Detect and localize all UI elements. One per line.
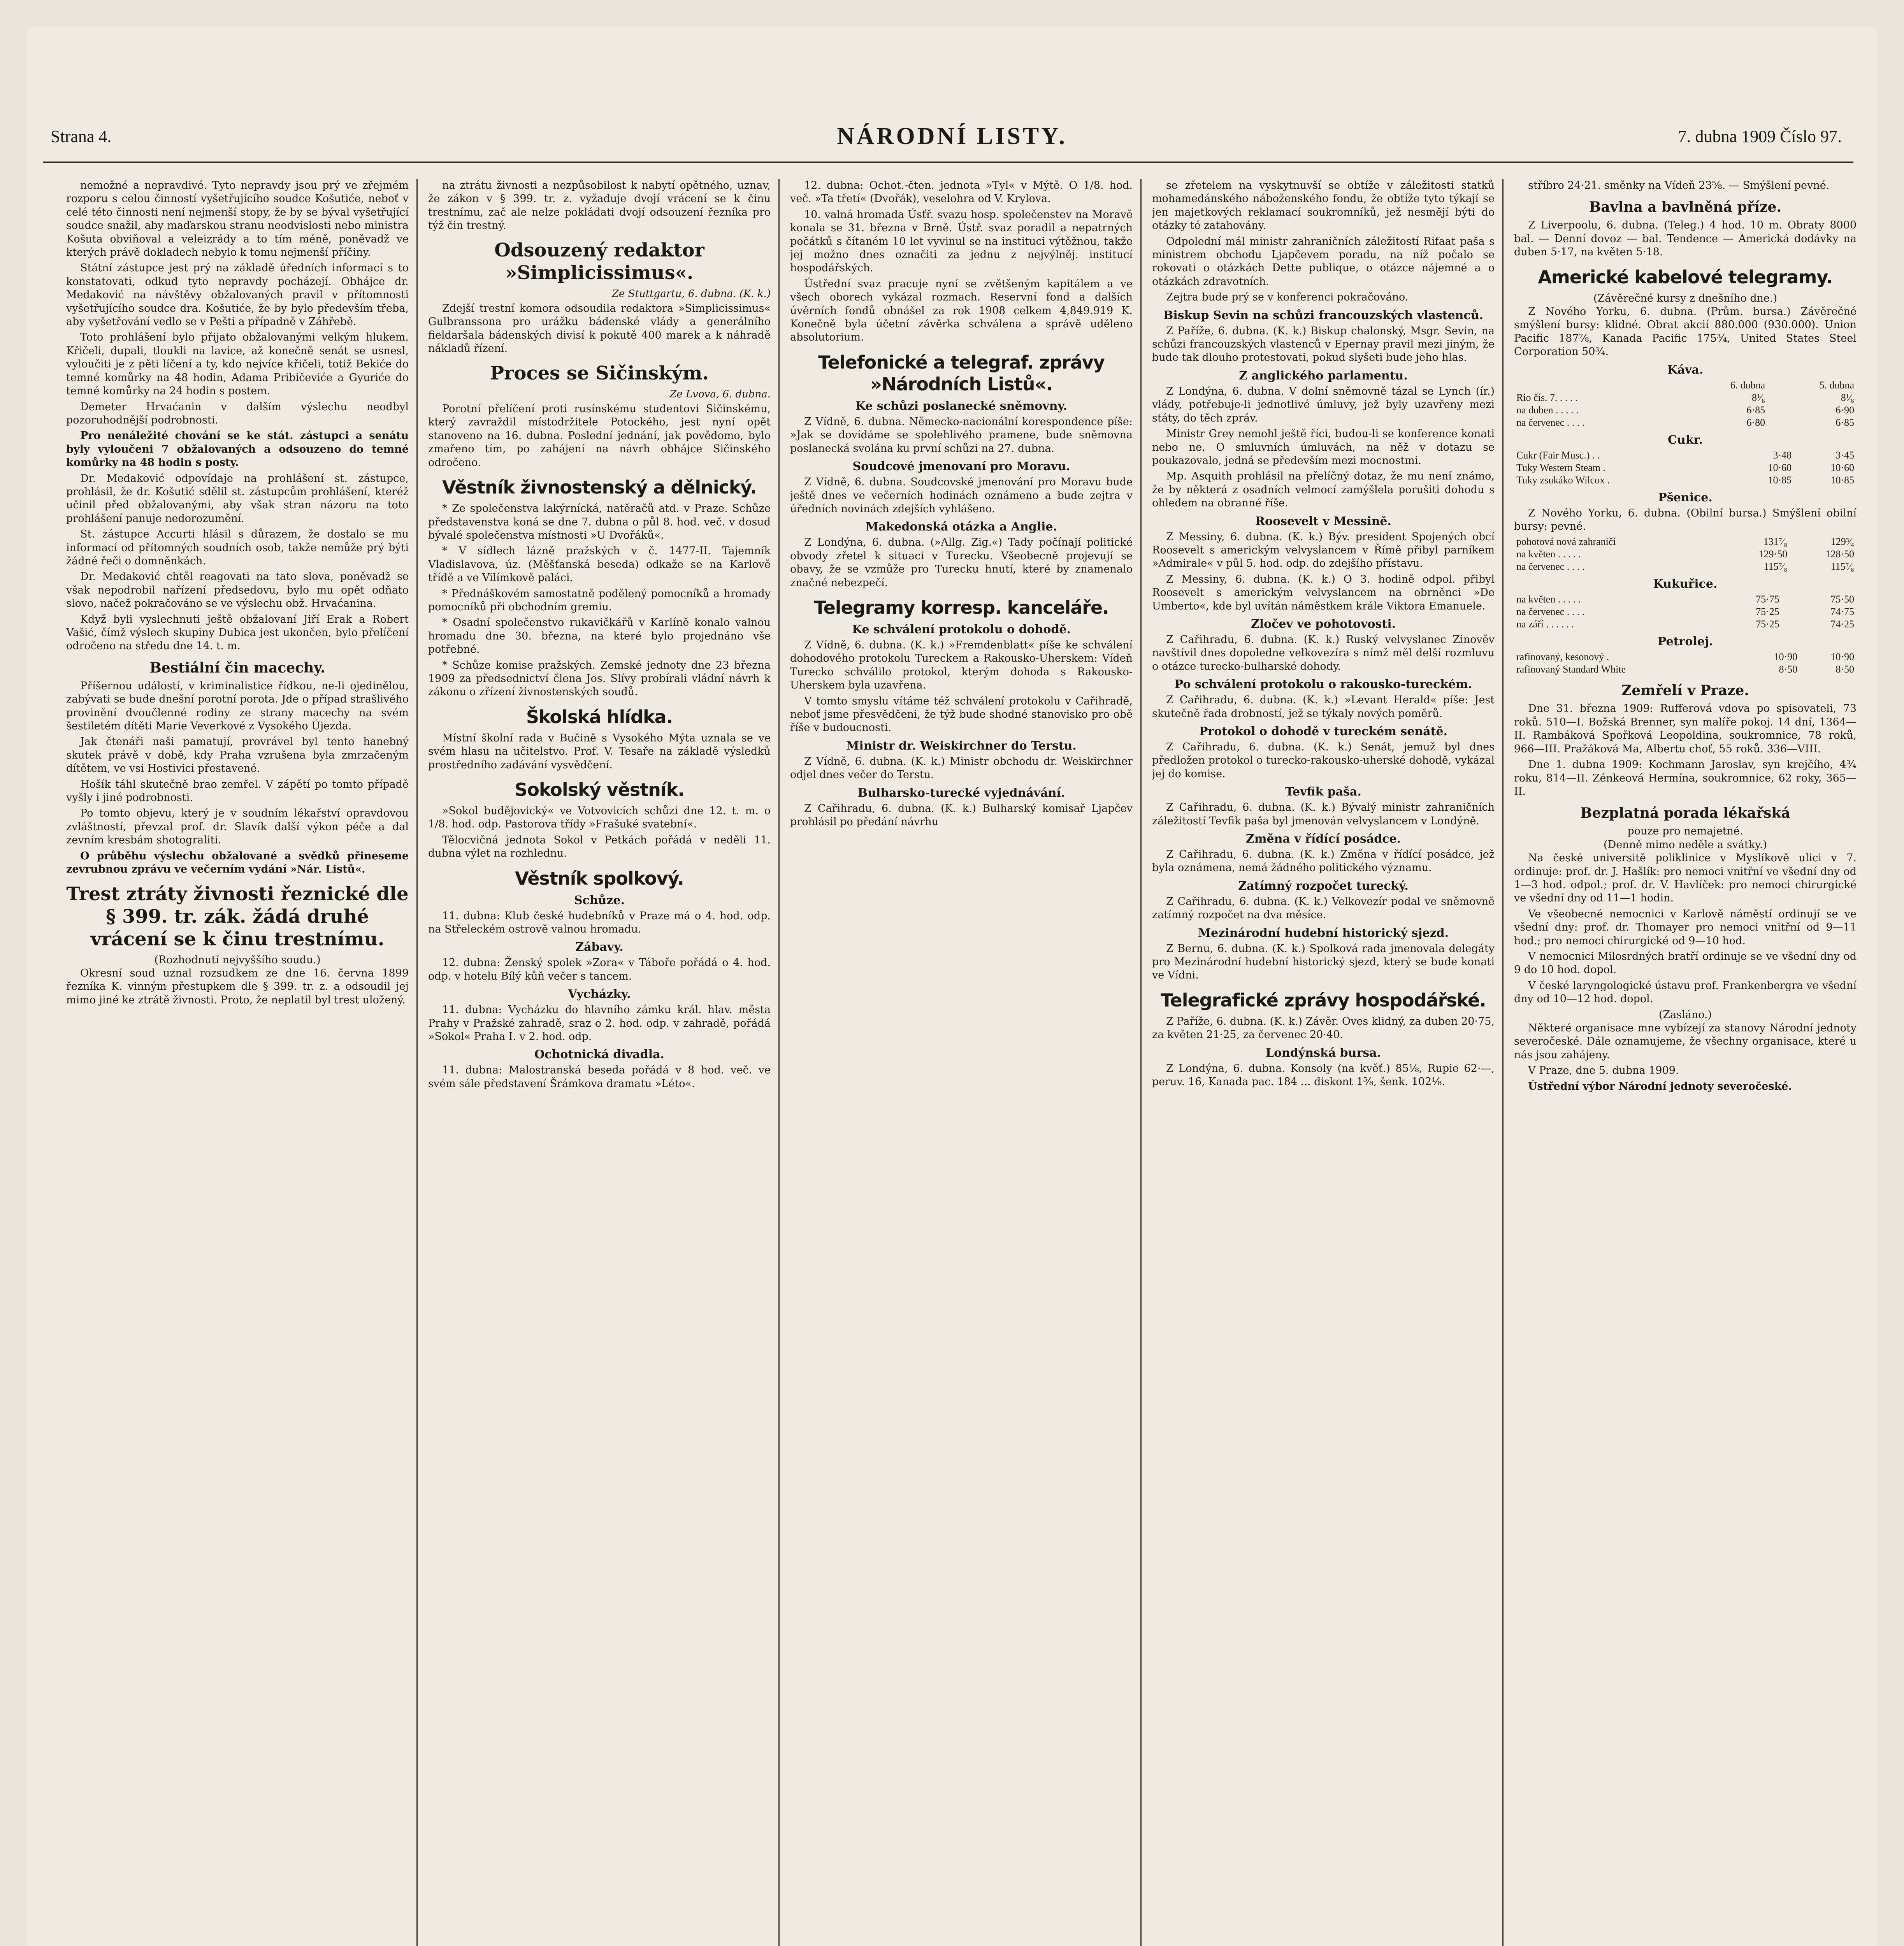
article-text: Z Cařihradu, 6. dubna. (K. k.) Velkovezír podal ve sněmovně zatímný rozpočet na dva měsíce. [1152,895,1495,921]
petroleum-table [1514,651,1857,676]
table-cell: 6·80 [1746,416,1765,428]
table-row [1514,618,1857,631]
article-text: na ztrátu živnosti a nezpůsobilost k nabytí opětného, uznav, že zákon v § 399. tr. z. vyžaduje dvojí vrácení se k činu trestnímu, zač ale nelze pokládati dvojí odsouzení řezníka pro týž čin trestný. [428,179,771,232]
table-cell: pohotová nová zahraničí [1516,536,1616,548]
table-row [1514,663,1857,676]
article-text: 12. dubna: Ochot.-čten. jednota »Tyl« v Mýtě. O 1/8. hod. več. »Ta třetí« (Dvořák), veselohra od V. Krylova. [790,179,1133,205]
article-text: 12. dubna: Ženský spolek »Zora« v Táboře pořádá o 4. hod. odp. v hotelu Bílý kůň večer s tancem. [428,957,771,982]
subheading: Cukr. [1668,433,1703,447]
article-text: * Ze společenstva lakýrnícká, natěračů atd. v Praze. Schůze představenstva koná se dne 7. dubna o půl 8. hod. več. v dosud bývalé společenstva místnosti »U Dvořáků«. [428,502,771,541]
article-text: Odpolední mál ministr zahraničních záležitostí Rifaat paša s ministrem obchodu Ljapčevem poradu, na níž počalo se rokovati o otázkách Dette publique, o otázce nájemné a o otázkách zdravotních. [1152,235,1495,288]
article-text: Některé organisace mne vybízejí za stanovy Národní jednoty severočeské. Dále oznamujeme, že všechny organisace, které u nás jsou zahájeny. [1514,1022,1857,1061]
subheading: Změna v řídící posádce. [1245,832,1401,846]
table-row [1514,536,1857,548]
article-text: Ve všeobecné nemocnici v Karlově náměstí ordinují se ve všední dny: prof. dr. Thomayer pro nemoci vnitřní od 9—11 hod.; pro nemoci chirurgické od 9—10 hod. [1514,908,1857,947]
article-text: Okresní soud uznal rozsudkem ze dne 16. června 1899 řezníka K. vinným přestupkem dle § 399. tr. z. a odsoudil jej mimo jiné ke ztrátě živnosti. Proto, že neplatil byl trest uložený. [66,967,409,1006]
article-text: Z Nového Yorku, 6. dubna. (Prům. bursa.) Závěrečné smýšlení bursy: klidné. Obrat akcií 880.000 (930.000). Union Pacific 187⁷⁄₈, Kanada Pacific 175³⁄₄, United States Steel Corporation 50³⁄₄. [1514,306,1857,358]
table-cell: 5. dubna [1819,379,1854,391]
table-cell: Rio čís. 7. . . . . [1516,392,1578,403]
article-text: Z Vídně, 6. dubna. Německo-nacionální korespondence píše: »Jak se dovídáme se spolehlivého pramene, bude sněmovna poslanecká svolána ku první schůzi na 27. dubna. [790,415,1133,455]
article-text: 11. dubna: Malostranská beseda pořádá v 8 hod. več. ve svém sále představení Šrámkova dramatu »Léto«. [428,1064,771,1090]
subheading: Z anglického parlamentu. [1239,369,1408,383]
table-row [1514,462,1857,474]
column-4 [1152,179,1495,1946]
article-text: Jak čtenáři naši pamatují, provrável byl tento hanebný skutek právě v době, kdy Praha vzrušena byla zmrzačeným dítětem, ve vsi Hostivici přestavené. [66,736,409,775]
table-cell: 131⁷⁄₈ [1763,536,1788,548]
subheading: Mezinárodní hudební historický sjezd. [1198,926,1449,940]
article-text: * Schůze komise pražských. Zemské jednoty dne 23 března 1909 za předsednictví člena Jos. Slívy probírali vládní návrh k zákonu o zřízení živnostenských soudů. [428,659,771,698]
table-cell: 6·85 [1835,416,1854,428]
header-rule [43,162,1853,163]
article-text: Z Messiny, 6. dubna. (K. k.) Býv. president Spojených obcí Roosevelt s americkým velvyslancem v Římě přibyl parníkem »Admirale« v půl 5. hod. odp. do zdejšího přístavu. [1152,530,1495,570]
table-cell: 129·50 [1758,548,1788,560]
subheading: Vycházky. [568,987,631,1001]
article-text: Z Vídně, 6. dubna. (K. k.) Ministr obchodu dr. Weiskirchner odjel dnes večer do Terstu. [790,755,1133,781]
column-3 [790,179,1133,1946]
subheading: Soudcové jmenovaní pro Moravu. [852,460,1070,474]
article-text: Dne 1. dubna 1909: Kochmann Jaroslav, syn krejčího, 4³⁄₄ roku, 814—II. Zénkeová Hermína, soukromnice, 62 roky, 365—II. [1514,759,1857,797]
article-text: Pro nenáležité chování se ke stát. zástupci a senátu byly vyloučeni 7 obžalovaných a odsouzeno do temné komůrky na 48 hodin s posty. [66,430,409,469]
article-text: Ústřední svaz pracuje nyní se zvětšeným kapitálem a ve všech oborech vykázal rozmach. Reservní fond a dalších úvěrních fondů obnášel za rok 1908 celkem 4,849.919 K. Konečně byla účetní závěrka schválena a správě uděleno absolutorium. [790,277,1133,344]
signature: Ústřední výbor Národní jednoty severočeské. [1528,1080,1792,1092]
article-text: Z Bernu, 6. dubna. (K. k.) Spolková rada jmenovala delegáty pro Mezinárodní hudební historický sjezd, který se bude konati ve Vídni. [1152,942,1495,982]
headline: Proces se Sičinským. [490,362,709,384]
article-text: Dr. Medaković odpovídaje na prohlášení st. zástupce, prohlásil, že dr. Košutić sdělil st. zástupcům prohlášení, kteréž učinil před obžalovanými, aby však stran názoru na toto prohlášení panuje nedorozumění. [66,472,409,525]
subheading: Zločev ve pohotovosti. [1251,617,1396,631]
issue-date: 7. dubna 1909 Číslo 97. [1678,127,1842,146]
page-header [27,123,1877,158]
table-row [1514,548,1857,560]
article-text: * Osadní společenstvo rukavičkářů v Karlíně konalo valnou hromadu dne 30. března, na které bylo projednáno vše potřebné. [428,616,771,656]
subheading: Zatímný rozpočet turecký. [1238,879,1409,893]
masthead-title: NÁRODNÍ LISTY. [837,123,1067,149]
article-text: Z Paříže, 6. dubna. (K. k.) Biskup chalonský, Msgr. Sevin, na schůzi francouzských vlastenců v Epernay pravil mezi jiným, že bude tak dlouho protestovati, pokud slyšeti bude jeho hlas. [1152,325,1495,364]
dateline: Ze Lvova, 6. dubna. [669,388,771,400]
table-cell: na červenec . . . . [1516,561,1585,573]
table-cell: 8¹⁄₈ [1841,392,1854,403]
article-text: O průběhu výslechu obžalované a svědků přineseme zevrubnou zprávu ve večerním vydání »Nár. Listů«. [66,850,409,876]
table-cell: 10·90 [1774,651,1798,663]
table-cell: Tuky Western Steam . [1516,462,1606,473]
table-cell: na září . . . . . . [1516,618,1574,630]
table-cell: 8¹⁄₈ [1751,392,1765,403]
wheat-table [1514,536,1857,573]
subheading: Káva. [1667,363,1704,377]
article-text: V Praze, dne 5. dubna 1909. [1528,1064,1679,1077]
article-text: Z Cařihradu, 6. dubna. (K. k.) Ruský velvyslanec Zinověv navštívil dnes dopoledne velkovezíra s nímž měl delší rozmluvu o otázce turecko-bulharské dohody. [1152,633,1495,673]
table-cell: 10·85 [1830,474,1854,486]
article-text: Toto prohlášení bylo přijato obžalovanými velkým hlukem. Křičeli, dupali, tloukli na lavice, až konečně senát se usnesl, vyloučiti je z pěti líčení a ty, kdo nejvíce křičeli, totiž Bekiće do temné komůrky na 48 hodin, Adama Pribičeviće a Gyuriće do temné komůrky na 24 hodin s postem. [66,331,409,397]
article-text: * Přednáškovém samostatně podělený pomocníků a hromady pomocníků při obchodním gremiu. [428,587,771,613]
subheading: (Závěrečné kursy z dnešního dne.) [1593,292,1778,304]
article-text: Státní zástupce jest prý na základě úředních informací s to konstatovati, odkud tyto nepravdy pocházejí. Obhájce dr. Medaković na návštěvy obžalovaných pravil v přítomnosti vyšetřujícího soudce dra. Košutiće, že by bylo především třeba, aby vyšetřování vedlo se v Pešti a případně v Záhřebě. [66,262,409,328]
article-text: Hošík táhl skutečně brao zemřel. V zápětí po tomto případě vyšly i jiné podrobnosti. [66,778,409,804]
table-row [1514,416,1857,429]
table-header-row [1514,379,1857,392]
article-text: Z Vídně, 6. dubna. Soudcovské jmenování pro Moravu bude ještě dnes ve večerních hodinách oznámeno a bude zejtra v úředních novinách zdejších vyhlášeno. [790,476,1133,515]
article-text: Zdejší trestní komora odsoudila redaktora »Simplicissimus« Gulbranssona pro urážku bádenské vlády a generálního fieldaršala bádenských divisí k pokutě 400 marek a k náhradě nákladů řízení. [428,302,771,355]
article-text: V nemocnici Milosrdných bratří ordinuje se ve všední dny od 9 do 10 hod. dopol. [1514,950,1857,976]
column-divider [1502,179,1504,1946]
article-text: Z Liverpoolu, 6. dubna. (Teleg.) 4 hod. 10 m. Obraty 8000 bal. — Denní dovoz — bal. Tendence — Americká dodávky na duben 5·17, na květen 5·18. [1514,219,1857,258]
table-cell: 128·50 [1825,548,1854,560]
article-text: Z Paříže, 6. dubna. (K. k.) Závěr. Oves klidný, za duben 20·75, za květen 21·25, za červenec 20·40. [1152,1015,1495,1041]
article-text: Z Londýna, 6. dubna. Konsoly (na kvěť.) 85¹⁄₈, Rupie 62·—, peruv. 16, Kanada pac. 184 ... diskont 1⁵⁄₈, šenk. 102¹⁄₈. [1152,1062,1495,1088]
subheadline: (Rozhodnutí nejvyššího soudu.) [154,954,321,966]
subheading: (Zasláno.) [1658,1008,1712,1021]
section-heading: Americké kabelové telegramy. [1538,266,1833,288]
article-text: Demeter Hrvaćanin v dalším výslechu neodbyl pozoruhodnější podrobnosti. [66,400,409,426]
table-cell: rafinovaný Standard White [1516,664,1626,675]
headline: Trest ztráty živnosti řeznické dle § 399. tr. zák. žádá druhé vrácení se k činu trestnímu. [66,883,409,950]
table-row [1514,474,1857,486]
subheading: Londýnská bursa. [1265,1046,1381,1060]
subheading: pouze pro nemajetné. [1627,825,1743,838]
coffee-table [1514,379,1857,429]
article-text: Po tomto objevu, který je v soudním lékařství opravdovou zvláštností, převzal prof. dr. Slavík další výkon péče a dal zevním kresbám shotograliti. [66,807,409,847]
table-cell: 10·60 [1830,462,1854,473]
table-cell: 10·60 [1768,462,1792,473]
headline: Bezplatná porada lékařská [1580,805,1790,822]
table-cell: 6. dubna [1730,379,1765,391]
newspaper-page [27,27,1877,1946]
article-text: Dr. Medaković chtěl reagovati na tato slova, poněvadž se však nepodrobil nařízení předsedovu, bylo mu opět odňato slovo, načež pokračováno se ve výslechu obž. Hrvaćanina. [66,571,409,610]
table-row [1514,651,1857,663]
section-heading: Věstník živnostenský a dělnický. [442,477,757,498]
subheading: Bulharsko-turecké vyjednávání. [857,786,1065,800]
table-cell: 74·75 [1830,606,1854,618]
article-text: V české laryngologické ústavu prof. Frankenbergra ve všední dny od 10—12 hod. dopol. [1514,979,1857,1005]
table-cell: 75·25 [1756,618,1779,630]
article-text: Z Londýna, 6. dubna. V dolní sněmovně tázal se Lynch (ír.) vlády, potřebuje-li jednotlivé úmluvy, jež byly uzavřeny mezi státy, do těch zpráv. [1152,385,1495,424]
table-row [1514,606,1857,618]
table-cell: 6·90 [1835,404,1854,416]
subheading: Petrolej. [1657,635,1713,649]
corn-table [1514,593,1857,631]
subheading: Ke schůzi poslanecké sněmovny. [855,399,1067,413]
table-row [1514,404,1857,416]
article-text: Z Cařihradu, 6. dubna. (K. k.) Senát, jemuž byl dnes předložen protokol o turecko-rakousko-uherské dohodě, vykázal jej do komise. [1152,741,1495,780]
table-cell: Cukr (Fair Musc.) . . [1516,449,1600,461]
subheading: Makedonská otázka a Anglie. [865,520,1057,534]
subheading: Kukuřice. [1653,577,1718,591]
article-text: se zřetelem na vyskytnuvší se obtíže v záležitosti statků mohamedánského náboženského fondu, že obtíže tyto týkají se jen majetkových reklamací soukromníků, jež nesmějí býti do otázky té zatahovány. [1152,179,1495,232]
subheading: Ministr dr. Weiskirchner do Terstu. [846,739,1077,753]
article-text: Když byli vyslechnuti ještě obžalovaní Jiří Erak a Robert Vašić, čímž výslech skupiny Dubica jest ukončen, bylo přelíčení odročeno na středu dne 14. t. m. [66,613,409,652]
table-cell: na duben . . . . . [1516,404,1579,416]
article-text: Z Messiny, 6. dubna. (K. k.) O 3. hodině odpol. přibyl Roosevelt s americkým velvyslancem na obrněnci »De Umberto«, kde byl uvítán náměstkem krále Viktora Emanuele. [1152,573,1495,612]
article-text: 11. dubna: Klub české hudebníků v Praze má o 4. hod. odp. na Střeleckém ostrově valnou hromadu. [428,910,771,936]
subheading: Protokol o dohodě v tureckém senátě. [1199,725,1448,738]
subheading: Po schválení protokolu o rakousko-tureckém. [1174,678,1472,692]
table-cell: 115⁷⁄₈ [1763,561,1788,573]
table-cell: rafinovaný, kesonový . [1516,651,1609,663]
table-cell: 10·90 [1830,651,1854,663]
subheading: (Denně mimo neděle a svátky.) [1604,838,1767,851]
headline: Odsouzený redaktor »Simplicissimus«. [494,239,704,284]
table-cell: 8·50 [1835,664,1854,675]
column-5 [1514,179,1857,1946]
table-cell: na červenec . . . . [1516,606,1585,618]
article-text: Z Nového Yorku, 6. dubna. (Obilní bursa.) Smýšlení obilní bursy: pevné. [1514,507,1857,533]
column-1 [66,179,409,1946]
article-text: Zejtra bude prý se v konferenci pokračováno. [1166,291,1409,304]
section-heading: Školská hlídka. [526,706,673,727]
article-text: Z Londýna, 6. dubna. (»Allg. Zig.«) Tady počínají politické obvody zřetel k situaci v Turecku. Všeobecně projevují se obavy, že se vzmůže pro Turecku hnutí, které by znamenalo značné nebezpečí. [790,536,1133,589]
table-cell: 115⁷⁄₈ [1830,561,1854,573]
page-number: Strana 4. [51,127,112,146]
article-text: Příšernou událostí, v kriminalistice řídkou, ne-li ojedinělou, zabývati se bude dnešní porotní porota. Jde o případ strašlivého provinění dvoučlenné rodiny ze strany macechy na svém šestiletém dítěti Marie Veverkové z Vysokého Újezda. [66,680,409,732]
table-cell: na květen . . . . . [1516,548,1581,560]
table-cell: na květen . . . . . [1516,594,1581,605]
article-text: 10. valná hromada Úsťř. svazu hosp. společenstev na Moravě konala se 31. března v Brně. Ústř. svaz poradil a nepatrných počátků s čítaném 10 let vyvinul se na instituci výtěžnou, takže jej možno dnes označiti za jednu z nejvýlněj. institucí hospodářských. [790,208,1133,274]
article-text: Porotní přelíčení proti rusínskému studentovi Sičinskému, který zavraždil místodržitele Potockého, jest nyní opět stanoveno na 16. dubna. Poslední jednání, jak povědomo, bylo zmařeno tím, po zahájení na návrh obhájce Sičinského odročeno. [428,403,771,469]
subheading: Zábavy. [575,940,624,954]
table-cell: 8·50 [1779,664,1798,675]
table-cell [1514,379,1678,392]
table-row [1514,593,1857,606]
subheading: Roosevelt v Messině. [1255,514,1391,528]
subheading: Biskup Sevin na schůzi francouzských vlastenců. [1163,308,1483,322]
article-text: Tělocvičná jednota Sokol v Petkách pořádá v neděli 11. dubna výlet na rozhlednu. [428,834,771,860]
subheading: Pšenice. [1658,490,1713,504]
article-text: * V sídlech lázně pražských v č. 1477-II. Tajemník Vladislavova, úz. (Měšťanská beseda) odkaže se na Karlově třídě a ve Vilímkově paláci. [428,545,771,584]
table-cell: 75·25 [1756,606,1779,618]
headline: Bestiální čin macechy. [149,659,325,676]
article-text: Z Vídně, 6. dubna. (K. k.) »Fremdenblatt« píše ke schválení dohodového protokolu Tureckem a Rakousko-Uherskem: Vídeň Turecko schválilo protokol, kterým dohoda s Rakousko-Uherskem byla uzavřena. [790,639,1133,692]
section-heading: Telegrafické zprávy hospodářské. [1161,989,1486,1011]
table-cell: 74·25 [1830,618,1854,630]
article-text: 11. dubna: Vycházku do hlavního zámku král. hlav. města Prahy v Pražské zahradě, sraz o 2. hod. odp. v zahradě, pořádá »Sokol« Praha I. v 2. hod. odp. [428,1004,771,1043]
table-cell: 6·85 [1746,404,1765,416]
headline: Zemřelí v Praze. [1621,682,1749,699]
article-text: Z Cařihradu, 6. dubna. (K. k.) Bulharský komisař Ljapčev prohlásil po předání návrhu [790,802,1133,828]
table-row [1514,392,1857,404]
subheading: Ochotnická divadla. [534,1048,664,1062]
section-heading: Telefonické a telegraf. zprávy »Národních Listů«. [818,351,1105,395]
article-text: Z Cařihradu, 6. dubna. (K. k.) Změna v řídící posádce, jež byla oznámena, nemá žádného politického významu. [1152,848,1495,874]
table-cell: 10·85 [1768,474,1792,486]
article-text: St. zástupce Accurti hlásil s důrazem, že dostalo se mu informací od přítomných soudních osob, takže nemůže prý býti žádné řeči o domněnkách. [66,528,409,567]
article-text: »Sokol budějovický« ve Votvovicích schůzi dne 12. t. m. o 1/8. hod. odp. Pastorova třídy »Frašuké svatební«. [428,805,771,831]
article-text: Z Cařihradu, 6. dubna. (K. k.) »Levant Herald« píše: Jest skutečně řada drobností, jež se týkaly nových poměrů. [1152,694,1495,720]
article-text: V tomto smyslu vítáme též schválení protokolu v Cařihradě, neboť jsme přesvědčeni, že týž bude shodné stanovisko pro obě říše v budoucnosti. [790,695,1133,734]
column-divider [416,179,418,1946]
table-row [1514,560,1857,573]
article-text: Z Cařihradu, 6. dubna. (K. k.) Bývalý ministr zahraničních záležitostí Tevfik paša byl jmenován velvyslancem v Londýně. [1152,801,1495,827]
table-cell: na červenec . . . . [1516,416,1585,428]
article-text: Dne 31. března 1909: Rufferová vdova po spisovateli, 73 roků. 510—I. Božská Brenner, syn malíře pokoj. 14 dní, 1364—II. Rambáková Spořková Leopoldina, soukromnice, 78 roků, 966—III. Pražáková Ma, Albertu choť, 55 roků. 336—VIII. [1514,703,1857,755]
section-heading: Telegramy korresp. kanceláře. [814,597,1109,618]
table-cell: 75·50 [1830,594,1854,605]
article-text: Místní školní rada v Bučině s Vysokého Mýta uznala se ve svém hlasu na učitelstvo. Prof. V. Tesaře na základě výsledků prostředního zadávání vysvědčení. [428,732,771,771]
article-text: Na české universitě poliklinice v Myslíkově ulici v 7. ordinuje: prof. dr. J. Hašlík: pro nemoci vnitřní ve všední dny od 1—3 hod. odpol.; prof. dr. V. Havlíček: pro nemoci chirurgické ve všední dny od 11—1 hodin. [1514,852,1857,905]
subheading: Schůze. [574,893,625,907]
article-text: stříbro 24·21. směnky na Vídeň 23⁵⁄₈. — Smýšlení pevné. [1528,179,1830,191]
column-divider [778,179,780,1946]
column-2 [428,179,771,1946]
section-heading: Věstník spolkový. [515,868,684,889]
article-text: Mp. Asquith prohlásil na přelíčný dotaz, že mu není známo, že by některá z osadních velmocí zamýšlela porušiti dohodu s ohledem na obranné říše. [1152,470,1495,509]
table-cell: Tuky zsukáko Wilcox . [1516,474,1610,486]
table-cell: 75·75 [1756,594,1779,605]
section-heading: Sokolský věstník. [515,779,684,800]
subheading: Tevfik paša. [1285,785,1361,799]
subheading: Ke schválení protokolu o dohodě. [852,622,1071,636]
article-text: nemožné a nepravdivé. Tyto nepravdy jsou prý ve zřejmém rozporu s celou činností vyšetřujícího soudce Košutiće, neboť v celé této činnosti není nejmenší stopy, že by se býval vyšetřující soudce snažil, aby maďarskou stranu neodvislosti nebo ministra Košuta obviňoval a veleizrády a to tím méně, poněvadž ve kterých právě dokladech nebylo k tomu nejmenší příčiny. [66,179,409,259]
table-cell: 3·48 [1773,449,1792,461]
table-cell: 129³⁄₄ [1830,536,1854,548]
table-row [1514,449,1857,462]
table-cell: 3·45 [1835,449,1854,461]
article-text: Ministr Grey nemohl ještě říci, budou-li se konference konati nebo ne. O smluvních úmluvách, na něž v dotazu se poukazovalo, jedná se především mezi mocnostmi. [1152,428,1495,467]
sugar-table [1514,449,1857,486]
column-divider [1140,179,1142,1946]
dateline: Ze Stuttgartu, 6. dubna. (K. k.) [611,288,771,300]
headline: Bavlna a bavlněná příze. [1589,199,1782,216]
